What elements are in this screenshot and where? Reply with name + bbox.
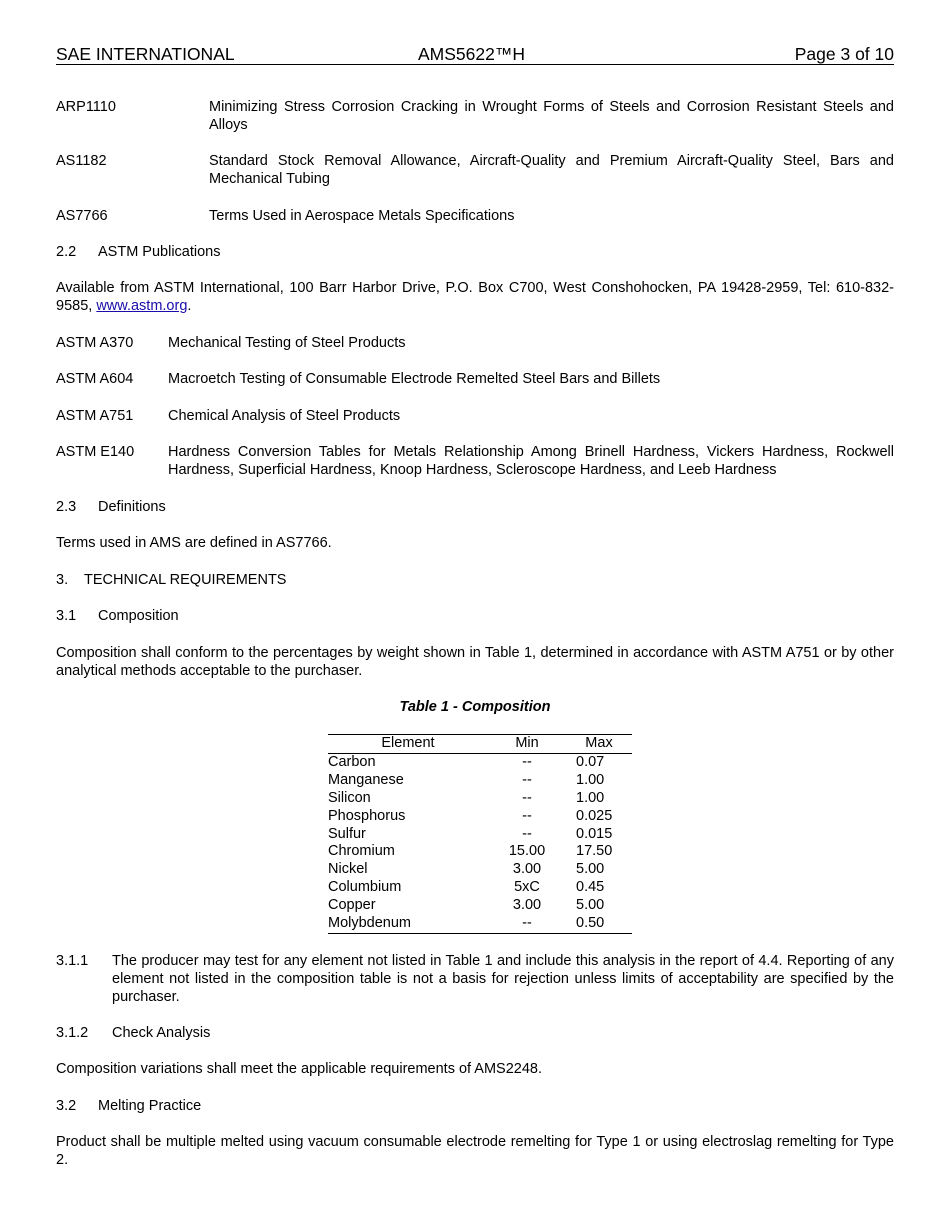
section-2-3-body: Terms used in AMS are defined in AS7766. <box>56 535 332 551</box>
table-row <box>328 879 632 897</box>
ref-as7766 <box>56 207 894 225</box>
header-doc-number: AMS5622™H <box>418 44 525 64</box>
cell-element: Manganese <box>328 771 404 788</box>
cell-element: Phosphorus <box>328 807 406 824</box>
cell-element: Silicon <box>328 789 371 806</box>
ref-arp1110 <box>56 98 894 134</box>
cell-min: -- <box>522 789 532 806</box>
section-3-2-body: Product shall be multiple melted using vacuum consumable electrode remelting for Type 1 or using electroslag remelting for Type 2. <box>56 1134 894 1168</box>
cell-max: 1.00 <box>576 771 605 788</box>
cell-element: Sulfur <box>328 825 366 842</box>
section-2-2-heading: 2.2 ASTM Publications <box>56 244 221 260</box>
header-max: Max <box>566 735 632 754</box>
composition-table <box>328 734 632 934</box>
cell-min: 15.00 <box>508 843 546 860</box>
section-number: 3.1.1 <box>56 953 89 969</box>
ref-title: Chemical Analysis of Steel Products <box>168 408 401 424</box>
section-3-2-heading: 3.2 Melting Practice <box>56 1098 202 1114</box>
section-2-3-heading: 2.3 Definitions <box>56 499 166 515</box>
cell-max: 5.00 <box>576 897 605 914</box>
cell-min: 5xC <box>514 879 540 896</box>
table-1-caption: Table 1 - Composition <box>399 699 551 715</box>
ref-title: Macroetch Testing of Consumable Electrode Remelted Steel Bars and Billets <box>168 371 661 387</box>
cell-element: Nickel <box>328 861 368 878</box>
table-header-row <box>328 735 632 754</box>
cell-max: 0.45 <box>576 879 605 896</box>
ref-title: Standard Stock Removal Allowance, Aircraft-Quality and Premium Aircraft-Quality Steel, Bars and Mechanical Tubing <box>209 153 894 187</box>
cell-element: Chromium <box>328 843 395 860</box>
table-row <box>328 915 632 933</box>
table-row <box>328 843 632 861</box>
cell-min: -- <box>522 753 532 770</box>
header-page-number: Page 3 of 10 <box>794 44 894 64</box>
cell-element: Copper <box>328 897 376 914</box>
ref-astm-a751 <box>56 407 894 425</box>
ref-title: Hardness Conversion Tables for Metals Relationship Among Brinell Hardness, Vickers Hardness, Rockwell Hardness, Superficial Hardness, Knoop Hardness, Scleroscope Hardness, and Leeb Hardness <box>168 444 894 478</box>
page-header <box>56 44 894 65</box>
section-3-1-2-body: Composition variations shall meet the applicable requirements of AMS2248. <box>56 1061 543 1077</box>
table-row <box>328 808 632 826</box>
cell-min: 3.00 <box>512 897 542 914</box>
cell-max: 0.025 <box>576 807 613 824</box>
ref-code: AS1182 <box>56 153 107 169</box>
ref-astm-e140 <box>56 443 894 479</box>
ref-code: ASTM A751 <box>56 408 134 424</box>
cell-max: 0.07 <box>576 753 605 770</box>
cell-max: 5.00 <box>576 861 605 878</box>
cell-element: Molybdenum <box>328 915 488 933</box>
section-3-1-2-heading: 3.1.2 Check Analysis <box>56 1025 211 1041</box>
table-row <box>328 772 632 790</box>
section-3-1-body: Composition shall conform to the percentages by weight shown in Table 1, determined in accordance with ASTM A751 or by other analytical methods acceptable to the purchaser. <box>56 645 894 679</box>
table-row <box>328 826 632 844</box>
cell-max: 0.015 <box>576 825 613 842</box>
ref-astm-a604 <box>56 370 894 388</box>
cell-min: -- <box>488 915 566 933</box>
cell-max: 0.50 <box>566 915 632 933</box>
table-row <box>328 897 632 915</box>
ref-title: Minimizing Stress Corrosion Cracking in Wrought Forms of Steels and Corrosion Resistant Steels and Alloys <box>209 99 894 133</box>
cell-min: -- <box>522 807 532 824</box>
table-row <box>328 790 632 808</box>
astm-website-link[interactable]: www.astm.org <box>96 298 188 314</box>
cell-max: 1.00 <box>576 789 605 806</box>
cell-element: Columbium <box>328 879 402 896</box>
header-element: Element <box>328 735 488 754</box>
cell-element: Carbon <box>328 753 376 770</box>
ref-code: ASTM A370 <box>56 335 134 351</box>
header-org: SAE INTERNATIONAL <box>56 44 235 64</box>
section-3-1-1 <box>56 952 894 1006</box>
header-min: Min <box>488 735 566 754</box>
ref-code: ASTM E140 <box>56 444 135 460</box>
table-row <box>328 753 632 771</box>
ref-title: Mechanical Testing of Steel Products <box>168 335 406 351</box>
cell-max: 17.50 <box>576 843 613 860</box>
ref-code: ASTM A604 <box>56 371 134 387</box>
cell-min: -- <box>522 771 532 788</box>
ref-astm-a370 <box>56 334 894 352</box>
section-3-1-heading: 3.1 Composition <box>56 608 179 624</box>
section-3-1-1-body: The producer may test for any element not listed in Table 1 and include this analysis in the report of 4.4. Reporting of any element not listed in the composition table is not a basis for rejection unless limits of acceptability are specified by the purchaser. <box>112 953 894 1005</box>
cell-min: 3.00 <box>512 861 542 878</box>
ref-as1182 <box>56 152 894 188</box>
astm-availability: Available from ASTM International, 100 Barr Harbor Drive, P.O. Box C700, West Conshohocken, PA 19428-2959, Tel: 610-832-9585, www.astm.org. <box>56 280 894 314</box>
ref-code: AS7766 <box>56 208 108 224</box>
cell-min: -- <box>522 825 532 842</box>
ref-code: ARP1110 <box>56 99 116 115</box>
ref-title: Terms Used in Aerospace Metals Specifications <box>209 208 515 224</box>
section-3-heading: 3. TECHNICAL REQUIREMENTS <box>56 572 287 588</box>
table-row <box>328 861 632 879</box>
